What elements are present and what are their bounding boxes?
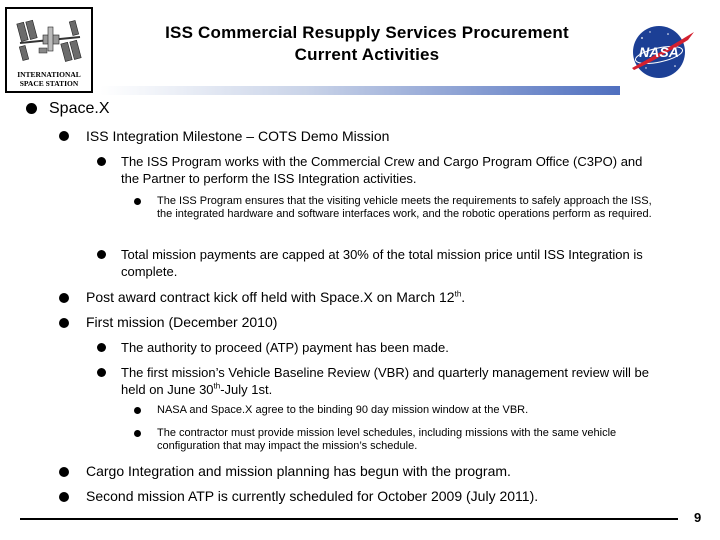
bullet-text: Cargo Integration and mission planning has begun with the program. (86, 463, 511, 479)
nasa-meatball-logo (628, 24, 696, 80)
bullet-text: NASA and Space.X agree to the binding 90 day mission window at the VBR. (157, 404, 529, 416)
bullet-dot-icon (97, 250, 106, 259)
kickoff-end: . (461, 289, 466, 305)
bullet-text: The authority to proceed (ATP) payment has been made. (121, 340, 449, 355)
bullet-dot-icon (59, 318, 69, 328)
bullet-dot-icon (26, 103, 37, 114)
title-underline-gradient (100, 86, 620, 95)
title-line-2: Current Activities (294, 45, 440, 64)
bullet-dot-icon (134, 198, 141, 205)
bullet-text: The ISS Program ensures that the visiting vehicle meets the requirements to safely approach the ISS, the integrated hardware and software interfaces work, and the robotic operations perform as required. (157, 195, 652, 220)
kickoff-text: Post award contract kick off held with Space.X on March 12 (86, 289, 455, 305)
footer-divider (20, 518, 678, 520)
slide-title (112, 22, 622, 66)
vbr-superscript: th (213, 381, 221, 391)
bullet-text: Second mission ATP is currently scheduled for October 2009 (July 2011). (86, 488, 539, 504)
bullet-dot-icon (59, 492, 69, 502)
bullet-dot-icon (59, 467, 69, 477)
bullet-text: Total mission payments are capped at 30% of the total mission price until ISS Integration is complete. (121, 247, 643, 279)
bullet-dot-icon (59, 131, 69, 141)
space-station-icon (15, 13, 85, 71)
bullet-dot-icon (134, 430, 141, 437)
title-line-1: ISS Commercial Resupply Services Procurement (165, 23, 569, 42)
bullet-text: ISS Integration Milestone – COTS Demo Mission (86, 128, 390, 144)
bullet-dot-icon (97, 368, 106, 377)
iss-logo (5, 7, 93, 93)
vbr-text: The first mission’s Vehicle Baseline Review (VBR) and quarterly management review will be held on June 30 (121, 365, 649, 397)
page-number: 9 (694, 510, 702, 525)
bullet-dot-icon (59, 293, 69, 303)
bullet-dot-icon (97, 343, 106, 352)
bullet-text: The contractor must provide mission level schedules, including missions with the same vehicle configuration that may impact the mission’s schedule. (157, 427, 617, 452)
kickoff-superscript: th (454, 289, 462, 299)
iss-logo-caption-line2: SPACE STATION (19, 79, 79, 88)
bullet-text: First mission (December 2010) (86, 314, 278, 330)
bullet-text: Space.X (49, 100, 110, 117)
iss-logo-caption-line1: INTERNATIONAL (17, 70, 81, 79)
bullet-dot-icon (134, 407, 141, 414)
bullet-text (86, 289, 686, 306)
bullet-text (121, 364, 661, 398)
bullet-text: The ISS Program works with the Commercial Crew and Cargo Program Office (C3PO) and the Partner to perform the ISS Integration activities. (121, 154, 643, 186)
bullet-dot-icon (97, 157, 106, 166)
vbr-end: -July 1st. (220, 382, 273, 397)
nasa-logo-wordmark: NASA (639, 44, 679, 60)
